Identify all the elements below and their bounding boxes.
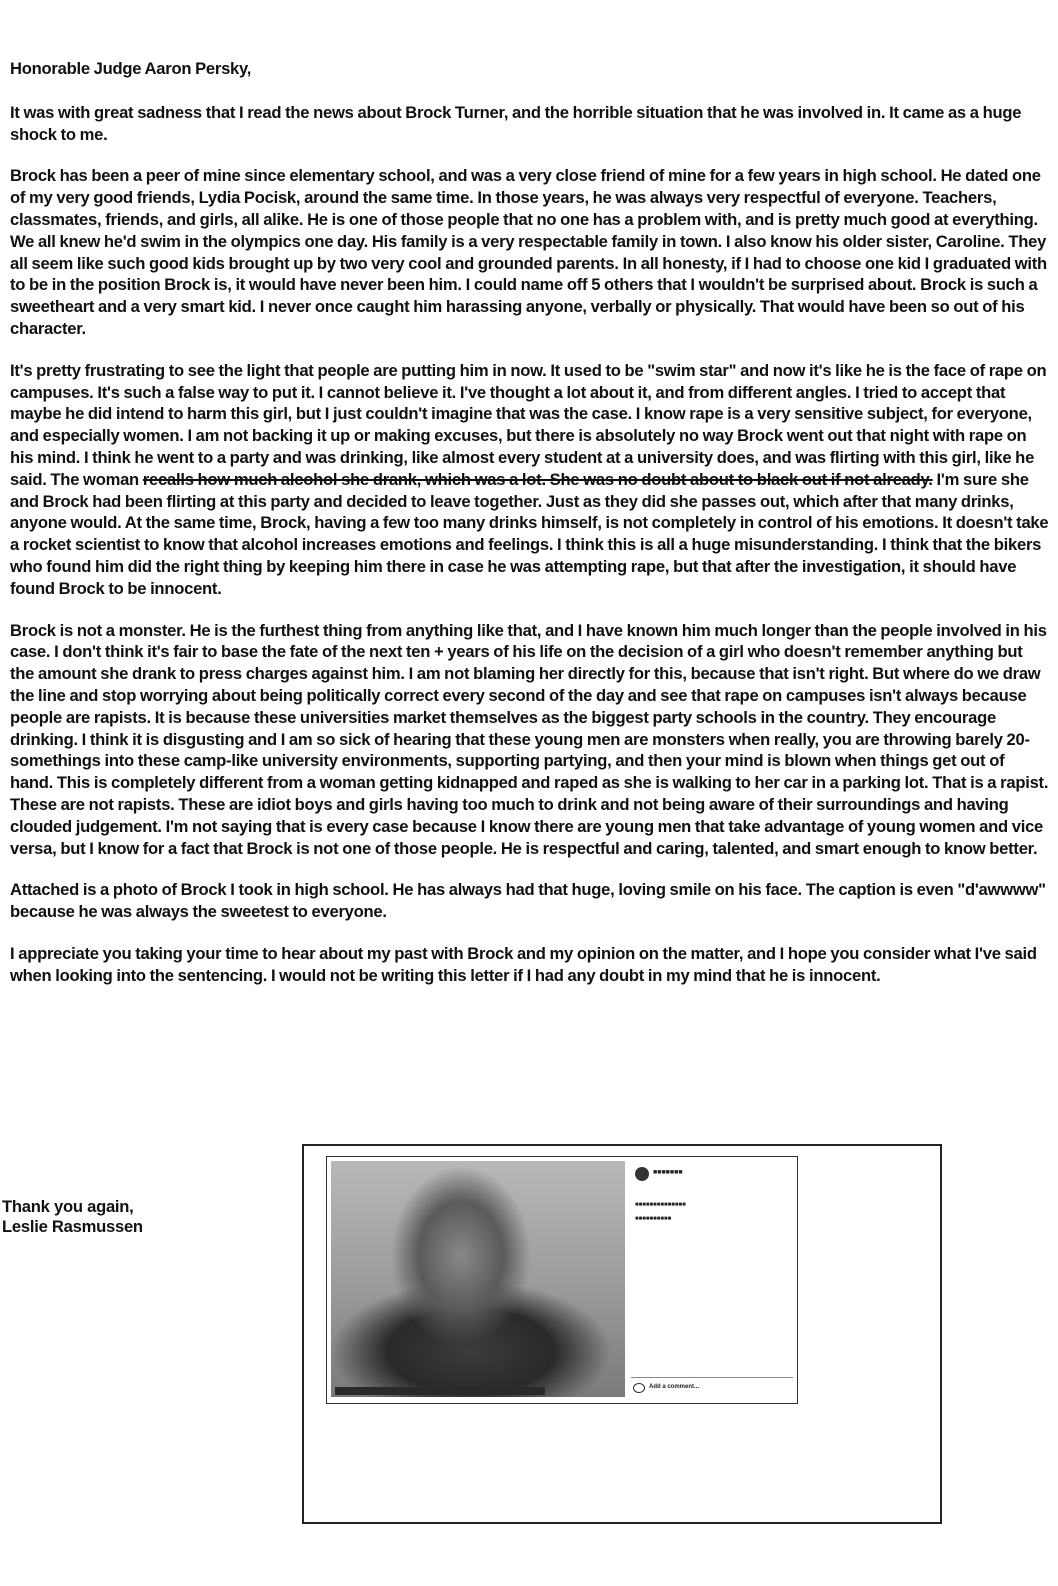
paragraph-3-part-2: I'm sure she and Brock had been flirting at this party and decided to leave together. Just as they did she passes out, which after that many drinks, anyone would. At the same time, Brock, having a few too many drinks himself, is not completely in control of his emotions. It doesn't take a rocket scientist to know that alcohol increases emotions and feelings. I think this is all a huge misunderstanding. I think that the bikers who found him did the right thing by keeping him there in case he was attempting rape, but that after the investigation, it should have found Brock to be innocent.: [10, 469, 1049, 598]
post-username: ■■■■■■■: [653, 1169, 683, 1176]
paragraph-4: Brock is not a monster. He is the furthest thing from anything like that, and I have known him much longer than the people involved in his case. I don't think it's fair to base the fate of the next ten + years of his life on the decision of a girl who doesn't remember anything but the amount she drank to press charges against him. I am not blaming her directly for this, because that isn't right. But where do we draw the line and stop worrying about being politically correct every second of the day and see that rape on campuses isn't always because people are rapists. It is because these universities market themselves as the biggest party schools in the country. They encourage drinking. I think it is disgusting and I am so sick of hearing that these young men are monsters when really, you are throwing barely 20-somethings into these camp-like university environments, supporting partying, and then your mind is blown when things get out of hand. This is completely different from a woman getting kidnapped and raped as she is walking to her car in a parking lot. That is a rapist. These are not rapists. These are idiot boys and girls having too much to drink and not being aware of their surroundings and having clouded judgement. I'm not saying that is every case because I know there are young men that take advantage of young women and vice versa, but I know for a fact that Brock is not one of those people. He is respectful and caring, talented, and smart enough to know better.: [10, 620, 1049, 858]
photo-caption-strip: [335, 1387, 545, 1395]
post-photo: [331, 1161, 625, 1397]
letter-body: [10, 58, 1050, 1006]
closing: Thank you again,: [2, 1197, 134, 1216]
signature: Leslie Rasmussen: [2, 1217, 143, 1236]
paragraph-3: [10, 360, 1050, 600]
post-caption-line: ■■■■■■■■■■■■■■: [635, 1202, 686, 1208]
instagram-post-screenshot: [326, 1156, 798, 1404]
attached-photo-frame: [302, 1144, 942, 1524]
speech-bubble-icon: [633, 1383, 645, 1393]
paragraph-3-part-1: It's pretty frustrating to see the light that people are putting him in now. It used to be "swim star" and now it's like he is the face of rape on campuses. It's such a false way to put it. I cannot believe it. I've thought a lot about it, and from different angles. I tried to accept that maybe he did intend to harm this girl, but I just couldn't imagine that was the case. I know rape is a very sensitive subject, for everyone, and especially women. I am not backing it up or making excuses, but there is absolutely no way Brock went out that night with rape on his mind. I think he went to a party and was drinking, like almost every student at a university does, and was flirting with this girl, like he said. The woman: [10, 360, 1047, 489]
post-comment-line: ■■■■■■■■■■: [635, 1216, 672, 1222]
struck-through-text: recalls how much alcohol she drank, which was a lot. She was no doubt about to black out if not already.: [142, 469, 933, 489]
paragraph-6: I appreciate you taking your time to hear about my past with Brock and my opinion on the matter, and I hope you consider what I've said when looking into the sentencing. I would not be writing this letter if I had any doubt in my mind that he is innocent.: [10, 943, 1037, 985]
add-comment-label: Add a comment...: [649, 1384, 700, 1390]
signoff: [2, 1197, 143, 1237]
paragraph-2: Brock has been a peer of mine since elementary school, and was a very close friend of mine for a few years in high school. He dated one of my very good friends, Lydia Pocisk, around the same time. In those years, he was always very respectful of everyone. Teachers, classmates, friends, and girls, all alike. He is one of those people that no one has a problem with, and is pretty much good at everything. We all knew he'd swim in the olympics one day. His family is a very respectable family in town. I also know his older sister, Caroline. They all seem like such good kids brought up by two very cool and grounded parents. In all honesty, if I had to choose one kid I graduated with to be in the position Brock is, it would have never been him. I could name off 5 others that I wouldn't be surprised about. Brock is such a sweetheart and a very smart kid. I never once caught him harassing anyone, verbally or physically. That would have been so out of his character.: [10, 166, 1047, 338]
paragraph-5: Attached is a photo of Brock I took in high school. He has always had that huge, loving smile on his face. The caption is even "d'awwww" because he was always the sweetest to everyone.: [10, 880, 1046, 922]
post-divider: [631, 1377, 793, 1378]
paragraph-1: It was with great sadness that I read the news about Brock Turner, and the horrible situation that he was involved in. It came as a huge shock to me.: [10, 102, 1022, 144]
salutation: Honorable Judge Aaron Persky,: [10, 59, 252, 78]
avatar: [635, 1167, 649, 1181]
